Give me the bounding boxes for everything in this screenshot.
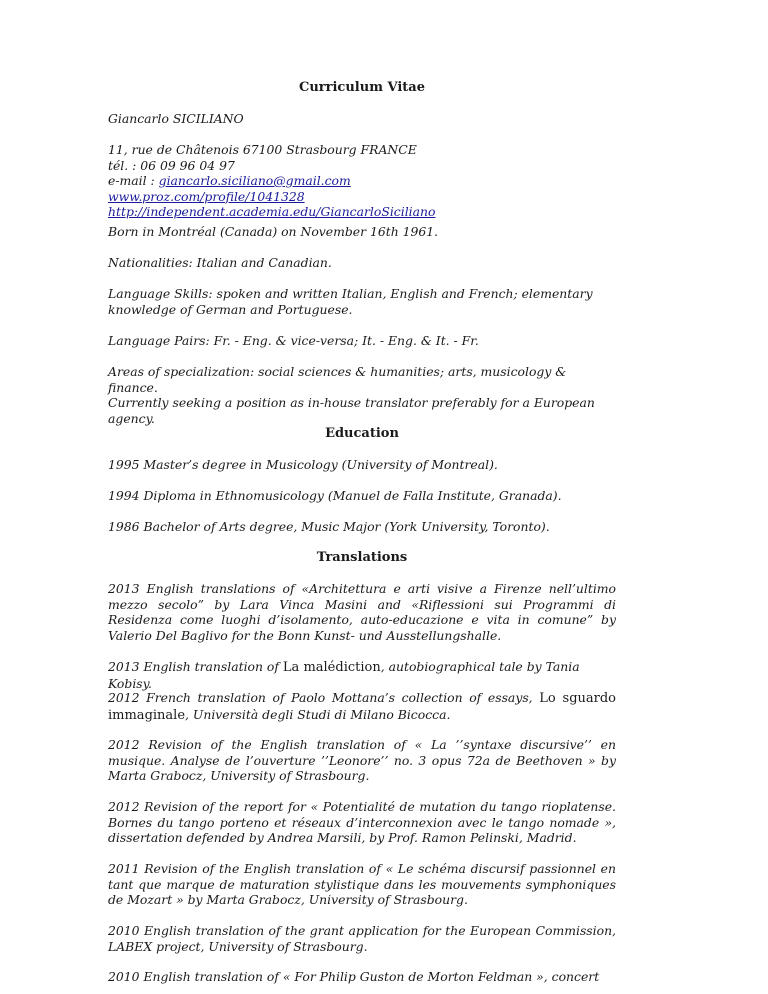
full-name: Giancarlo SICILIANO [108,111,244,126]
language-skills: Language Skills: spoken and written Italian, English and French; elementary knowledge of German and Portuguese. [108,286,593,317]
areas-of-specialization: Areas of specialization: social sciences & humanities; arts, musicology & finance. [108,364,567,395]
translation-item: 2012 Revision of the English translation of « La ’’syntaxe discursive’’ en musique. Analyse de l’ouverture ’’Leonore’’ no. 3 opus 72a de Beethoven » by Marta Grabocz, University of Strasbourg. [108,737,616,783]
phone: tél. : 06 09 96 04 97 [108,157,235,173]
translation-item: 2010 English translation of the grant application for the European Commission, LABEX project, University of Strasbourg. [108,923,616,954]
contact-block [108,142,616,220]
proz-line [108,189,616,205]
proz-link[interactable]: www.proz.com/profile/1041328 [108,188,305,204]
work-title: La malédiction [282,660,381,675]
nationalities: Nationalities: Italian and Canadian. [108,255,332,270]
education-heading: Education [325,426,399,441]
translation-item: 2012 French translation of Paolo Mottana’s collection of essays, Lo sguardo immaginale, Università degli Studi di Milano Bicocca. [108,690,617,723]
address: 11, rue de Châtenois 67100 Strasbourg FRANCE [108,142,417,157]
translation-item: 2012 Revision of the report for « Potentialité de mutation du tango rioplatense. Bornes du tango porteno et réseaux d’interconnexion avec le tango nomade », dissertation defended by Andrea Marsili, by Prof. Ramon Pelinski, Madrid. [108,799,616,845]
email-line [108,173,616,189]
position-sought: Currently seeking a position as in-house translator preferably for a European agency. [108,395,595,426]
education-item: 1994 Diploma in Ethnomusicology (Manuel de Falla Institute, Granada). [108,488,562,503]
work-title: Lo sguardo immaginale [108,691,617,723]
education-item: 1995 Master’s degree in Musicology (University of Montreal). [108,457,498,472]
academia-link[interactable]: http://independent.academia.edu/GiancarloSiciliano [108,204,436,219]
translation-item: 2013 English translation of La malédiction, autobiographical tale by Tania Kobisy. [108,659,580,691]
birth-info: Born in Montréal (Canada) on November 16th 1961. [108,224,439,239]
email-link[interactable]: giancarlo.siciliano@gmail.com [158,173,351,188]
education-item: 1986 Bachelor of Arts degree, Music Major (York University, Toronto). [108,519,550,534]
cv-title: Curriculum Vitae [299,80,425,95]
academia-line [108,204,616,220]
language-pairs: Language Pairs: Fr. - Eng. & vice-versa; It. - Eng. & It. - Fr. [108,333,479,348]
translation-item: 2013 English translations of «Architettura e arti visive a Firenze nell’ultimo mezzo secolo” by Lara Vinca Masini and «Riflessioni sui Programmi di Residenza come luoghi d’isolamento, auto-educazione e vita in comune” by Valerio Del Baglivo for the Bonn Kunst- und Ausstellungshalle. [108,581,616,643]
translation-item: 2010 English translation of « For Philip Guston de Morton Feldman », concert [108,969,600,984]
email-label: e-mail : [108,173,159,188]
translation-item: 2011 Revision of the English translation of « Le schéma discursif passionnel en tant que marque de maturation stylistique dans les mouvements symphoniques de Mozart » by Marta Grabocz, University of Strasbourg. [108,861,616,907]
translations-heading: Translations [316,550,408,565]
